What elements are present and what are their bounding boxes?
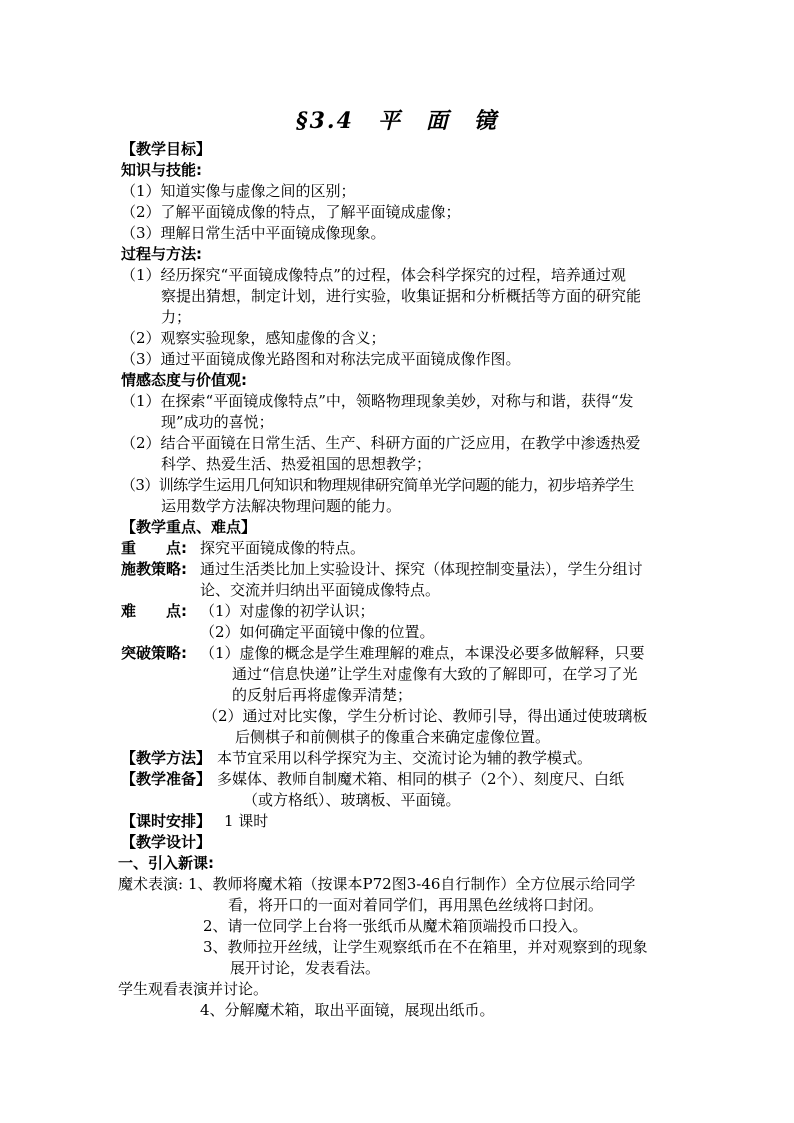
- breakthrough-item-cont: 的反射后再将虚像弄清楚；: [232, 686, 413, 704]
- design-step-cont: 展开讨论，发表看法。: [230, 959, 381, 977]
- focus-text: 探究平面镜成像的特点。: [200, 539, 366, 557]
- method-text: 本节宜采用以科学探究为主、交流讨论为辅的教学模式。: [217, 749, 593, 767]
- design-step: 2、请一位同学上台将一张纸币从魔术箱顶端投币口投入。: [203, 917, 588, 935]
- emotion-heading: 情感态度与价值观:: [121, 371, 247, 389]
- section-heading: 一、引入新课:: [118, 854, 214, 872]
- emotion-item-cont: 现”成功的喜悦；: [161, 413, 274, 431]
- prep-heading: 【教学准备】: [121, 770, 212, 788]
- process-item: （3）通过平面镜成像光路图和对称法完成平面镜成像作图。: [121, 350, 521, 368]
- breakthrough-item-cont: 通过“信息快递”让学生对虚像有大致的了解即可，在学习了光: [232, 665, 638, 683]
- emotion-item-cont: 科学、热爱生活、热爱祖国的思想教学；: [161, 455, 432, 473]
- method-heading: 【教学方法】: [121, 749, 212, 767]
- strategy-label: 施教策略:: [121, 560, 187, 578]
- process-item-cont: 察提出猜想，制定计划，进行实验，收集证据和分析概括等方面的研究能: [161, 287, 642, 305]
- focus-label: 重 点:: [121, 539, 187, 557]
- design-heading: 【教学设计】: [121, 833, 212, 851]
- knowledge-item: （2）了解平面镜成像的特点，了解平面镜成虚像；: [121, 203, 461, 221]
- knowledge-heading: 知识与技能:: [121, 161, 202, 179]
- design-step-cont: 看，将开口的一面对着同学们，再用黑色丝绒将口封闭。: [228, 896, 604, 914]
- schedule-text: 1 课时: [224, 812, 269, 830]
- emotion-item: （1）在探索“平面镜成像特点”中，领略物理现象美妙，对称与和谐，获得“发: [121, 392, 634, 410]
- schedule-heading: 【课时安排】: [121, 812, 212, 830]
- design-step: 1、教师将魔术箱（按课本P72图3-46自行制作）全方位展示给同学: [188, 875, 636, 893]
- design-step: 3、教师拉开丝绒，让学生观察纸币在不在箱里，并对观察到的现象: [203, 938, 648, 956]
- knowledge-item: （1）知道实像与虚像之间的区别；: [121, 182, 356, 200]
- student-note: 学生观看表演并讨论。: [118, 980, 269, 998]
- emotion-item-cont: 运用数学方法解决物理问题的能力。: [161, 497, 402, 515]
- strategy-text: 通过生活类比加上实验设计、探究（体现控制变量法），学生分组讨: [200, 560, 643, 578]
- prep-text-cont: （或方格纸）、玻璃板、平面镜。: [243, 791, 461, 809]
- process-item: （2）观察实验现象，感知虚像的含义；: [121, 329, 386, 347]
- keypoints-heading: 【教学重点、难点】: [121, 518, 257, 536]
- breakthrough-item: （2）通过对比实像，学生分析讨论、教师引导，得出通过使玻璃板: [203, 707, 648, 725]
- difficulty-item: （1）对虚像的初学认识；: [200, 602, 375, 620]
- breakthrough-item: （1）虚像的概念是学生难理解的难点，本课没必要多做解释，只要: [200, 644, 645, 662]
- knowledge-item: （3）理解日常生活中平面镜成像现象。: [121, 224, 386, 242]
- design-step: 4、分解魔术箱，取出平面镜，展现出纸币。: [200, 1001, 495, 1019]
- magic-label: 魔术表演:: [118, 875, 184, 893]
- page-title: §3.4 平 面 镜: [296, 108, 498, 134]
- strategy-text: 论、交流并归纳出平面镜成像特点。: [200, 581, 441, 599]
- process-item: （1）经历探究“平面镜成像特点”的过程，体会科学探究的过程，培养通过观: [121, 266, 626, 284]
- goals-heading: 【教学目标】: [121, 140, 212, 158]
- process-item-cont: 力；: [161, 308, 192, 326]
- difficulty-label: 难 点:: [121, 602, 187, 620]
- difficulty-item: （2）如何确定平面镜中像的位置。: [200, 623, 435, 641]
- prep-text: 多媒体、教师自制魔术箱、相同的棋子（2个）、刻度尺、白纸: [217, 770, 625, 788]
- breakthrough-item-cont: 后侧棋子和前侧棋子的像重合来确定虚像位置。: [235, 728, 551, 746]
- emotion-item: （2）结合平面镜在日常生活、生产、科研方面的广泛应用，在教学中渗透热爱: [121, 434, 641, 452]
- process-heading: 过程与方法:: [121, 245, 202, 263]
- breakthrough-label: 突破策略:: [121, 644, 187, 662]
- emotion-item: （3）训练学生运用几何知识和物理规律研究简单光学问题的能力，初步培养学生: [121, 476, 634, 494]
